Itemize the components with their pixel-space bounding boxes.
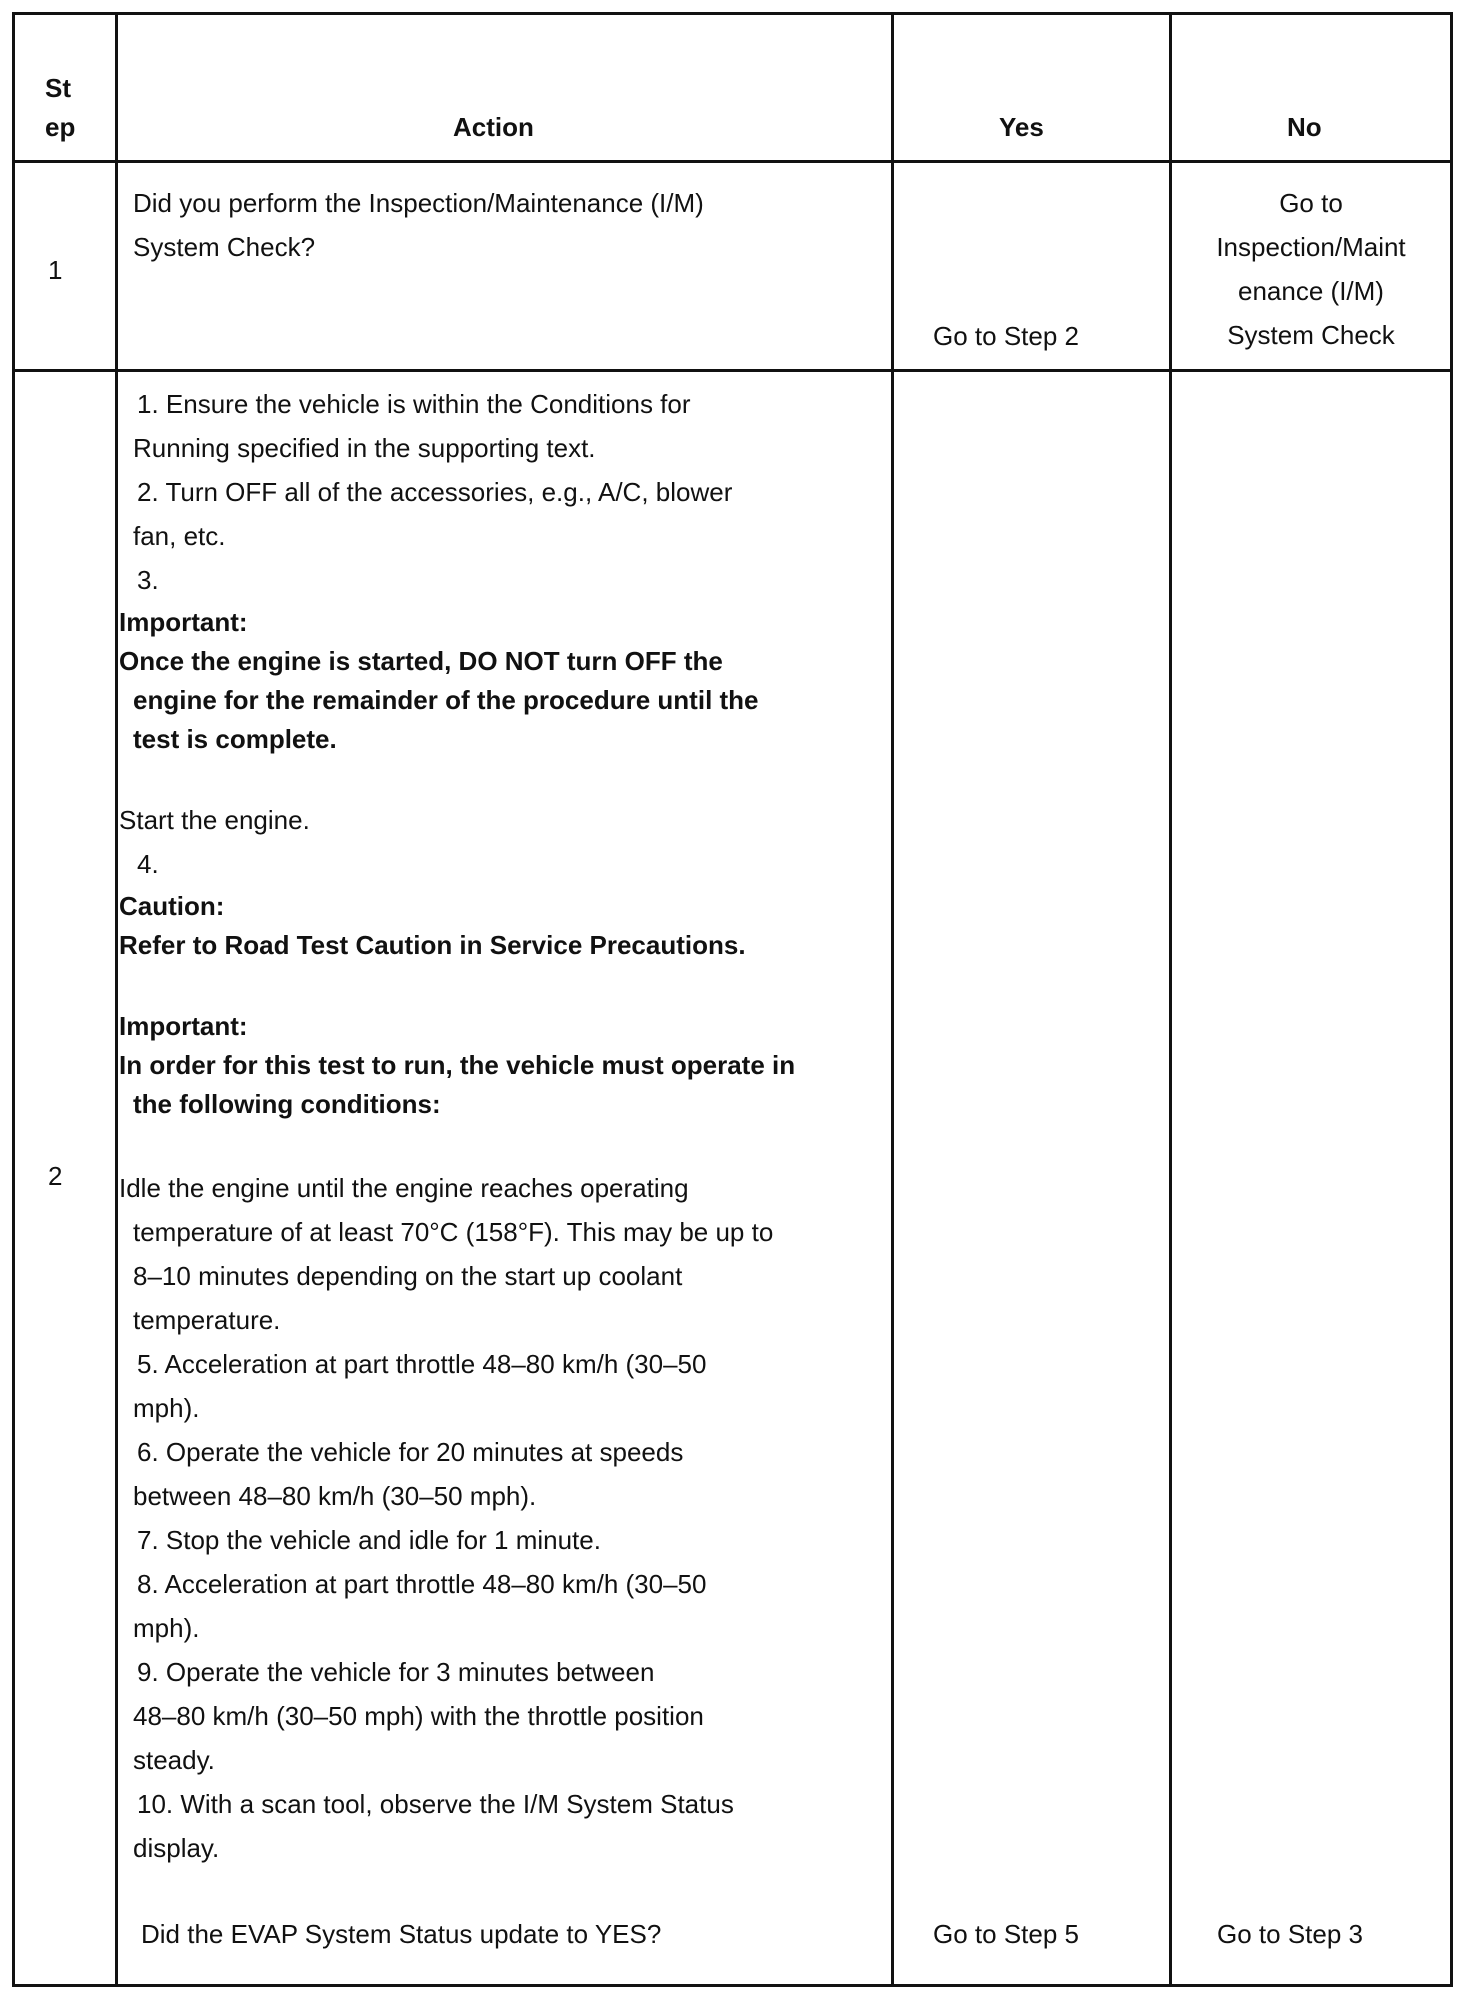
header-action: Action [453,112,534,142]
row2-no: Go to Step 3 [1217,1919,1363,1949]
row2-action-line: mph). [133,1393,200,1423]
row2-action-line: Once the engine is started, DO NOT turn OFF the [119,646,723,676]
row2-action-line: display. [133,1833,220,1863]
row1-no-line: System Check [1227,320,1395,350]
row1-no-line: Go to [1279,188,1343,218]
row2-caution-label: Caution: [119,891,225,921]
row2-action-line: In order for this test to run, the vehicle must operate in [119,1050,796,1080]
row2-action-line: fan, etc. [133,521,226,551]
row2-action-line: Refer to Road Test Caution in Service Precautions. [119,930,746,960]
row2-action-line: Start the engine. [119,805,310,835]
diagnostic-table [12,12,1453,1987]
header-step-line2: ep [45,112,76,142]
row1-no-line: enance (I/M) [1238,276,1384,306]
row1-no-line: Inspection/Maint [1216,232,1406,262]
row2-action-line: temperature. [133,1305,281,1335]
column-divider [891,15,894,1984]
row1-action-line: System Check? [133,232,316,262]
header-yes: Yes [999,112,1044,142]
row2-action-line: temperature of at least 70°C (158°F). This may be up to [133,1217,774,1247]
row2-action-line: 7. Stop the vehicle and idle for 1 minute. [137,1525,601,1555]
row2-action-line: Idle the engine until the engine reaches operating [119,1173,689,1203]
row2-action-line: 4. [137,849,159,879]
row2-action-line: test is complete. [133,724,337,754]
row1-no [1172,181,1450,357]
row2-question: Did the EVAP System Status update to YES? [141,1919,662,1949]
row2-action-line: Running specified in the supporting text. [133,433,596,463]
row1-step: 1 [48,255,63,285]
row2-yes: Go to Step 5 [933,1919,1079,1949]
row2-important-label: Important: [119,607,248,637]
row-divider [15,369,1450,372]
row2-action-line: 5. Acceleration at part throttle 48–80 km/h (30–50 [137,1349,707,1379]
row2-action-line: 6. Operate the vehicle for 20 minutes at speeds [137,1437,684,1467]
row1-action-line: Did you perform the Inspection/Maintenance (I/M) [133,188,704,218]
header-no: No [1287,112,1322,142]
row2-action-line: 1. Ensure the vehicle is within the Conditions for [137,389,691,419]
row2-action-line: mph). [133,1613,200,1643]
header-step-line1: St [45,73,71,103]
row2-action-line: between 48–80 km/h (30–50 mph). [133,1481,537,1511]
row1-yes: Go to Step 2 [933,321,1079,351]
row2-step: 2 [48,1161,63,1191]
row2-action-line: 10. With a scan tool, observe the I/M System Status [137,1789,734,1819]
row2-action-line: 3. [137,565,159,595]
row2-important-label: Important: [119,1011,248,1041]
column-divider [115,15,118,1984]
row2-action-line: 9. Operate the vehicle for 3 minutes between [137,1657,655,1687]
row2-action-line: 48–80 km/h (30–50 mph) with the throttle position [133,1701,704,1731]
row2-action-line: 8–10 minutes depending on the start up coolant [133,1261,683,1291]
row2-action-line: the following conditions: [133,1089,441,1119]
row-divider [15,160,1450,163]
row2-action-line: 2. Turn OFF all of the accessories, e.g., A/C, blower [137,477,733,507]
row2-action-line: 8. Acceleration at part throttle 48–80 km/h (30–50 [137,1569,707,1599]
row2-action-line: steady. [133,1745,215,1775]
row2-action-line: engine for the remainder of the procedure until the [133,685,759,715]
